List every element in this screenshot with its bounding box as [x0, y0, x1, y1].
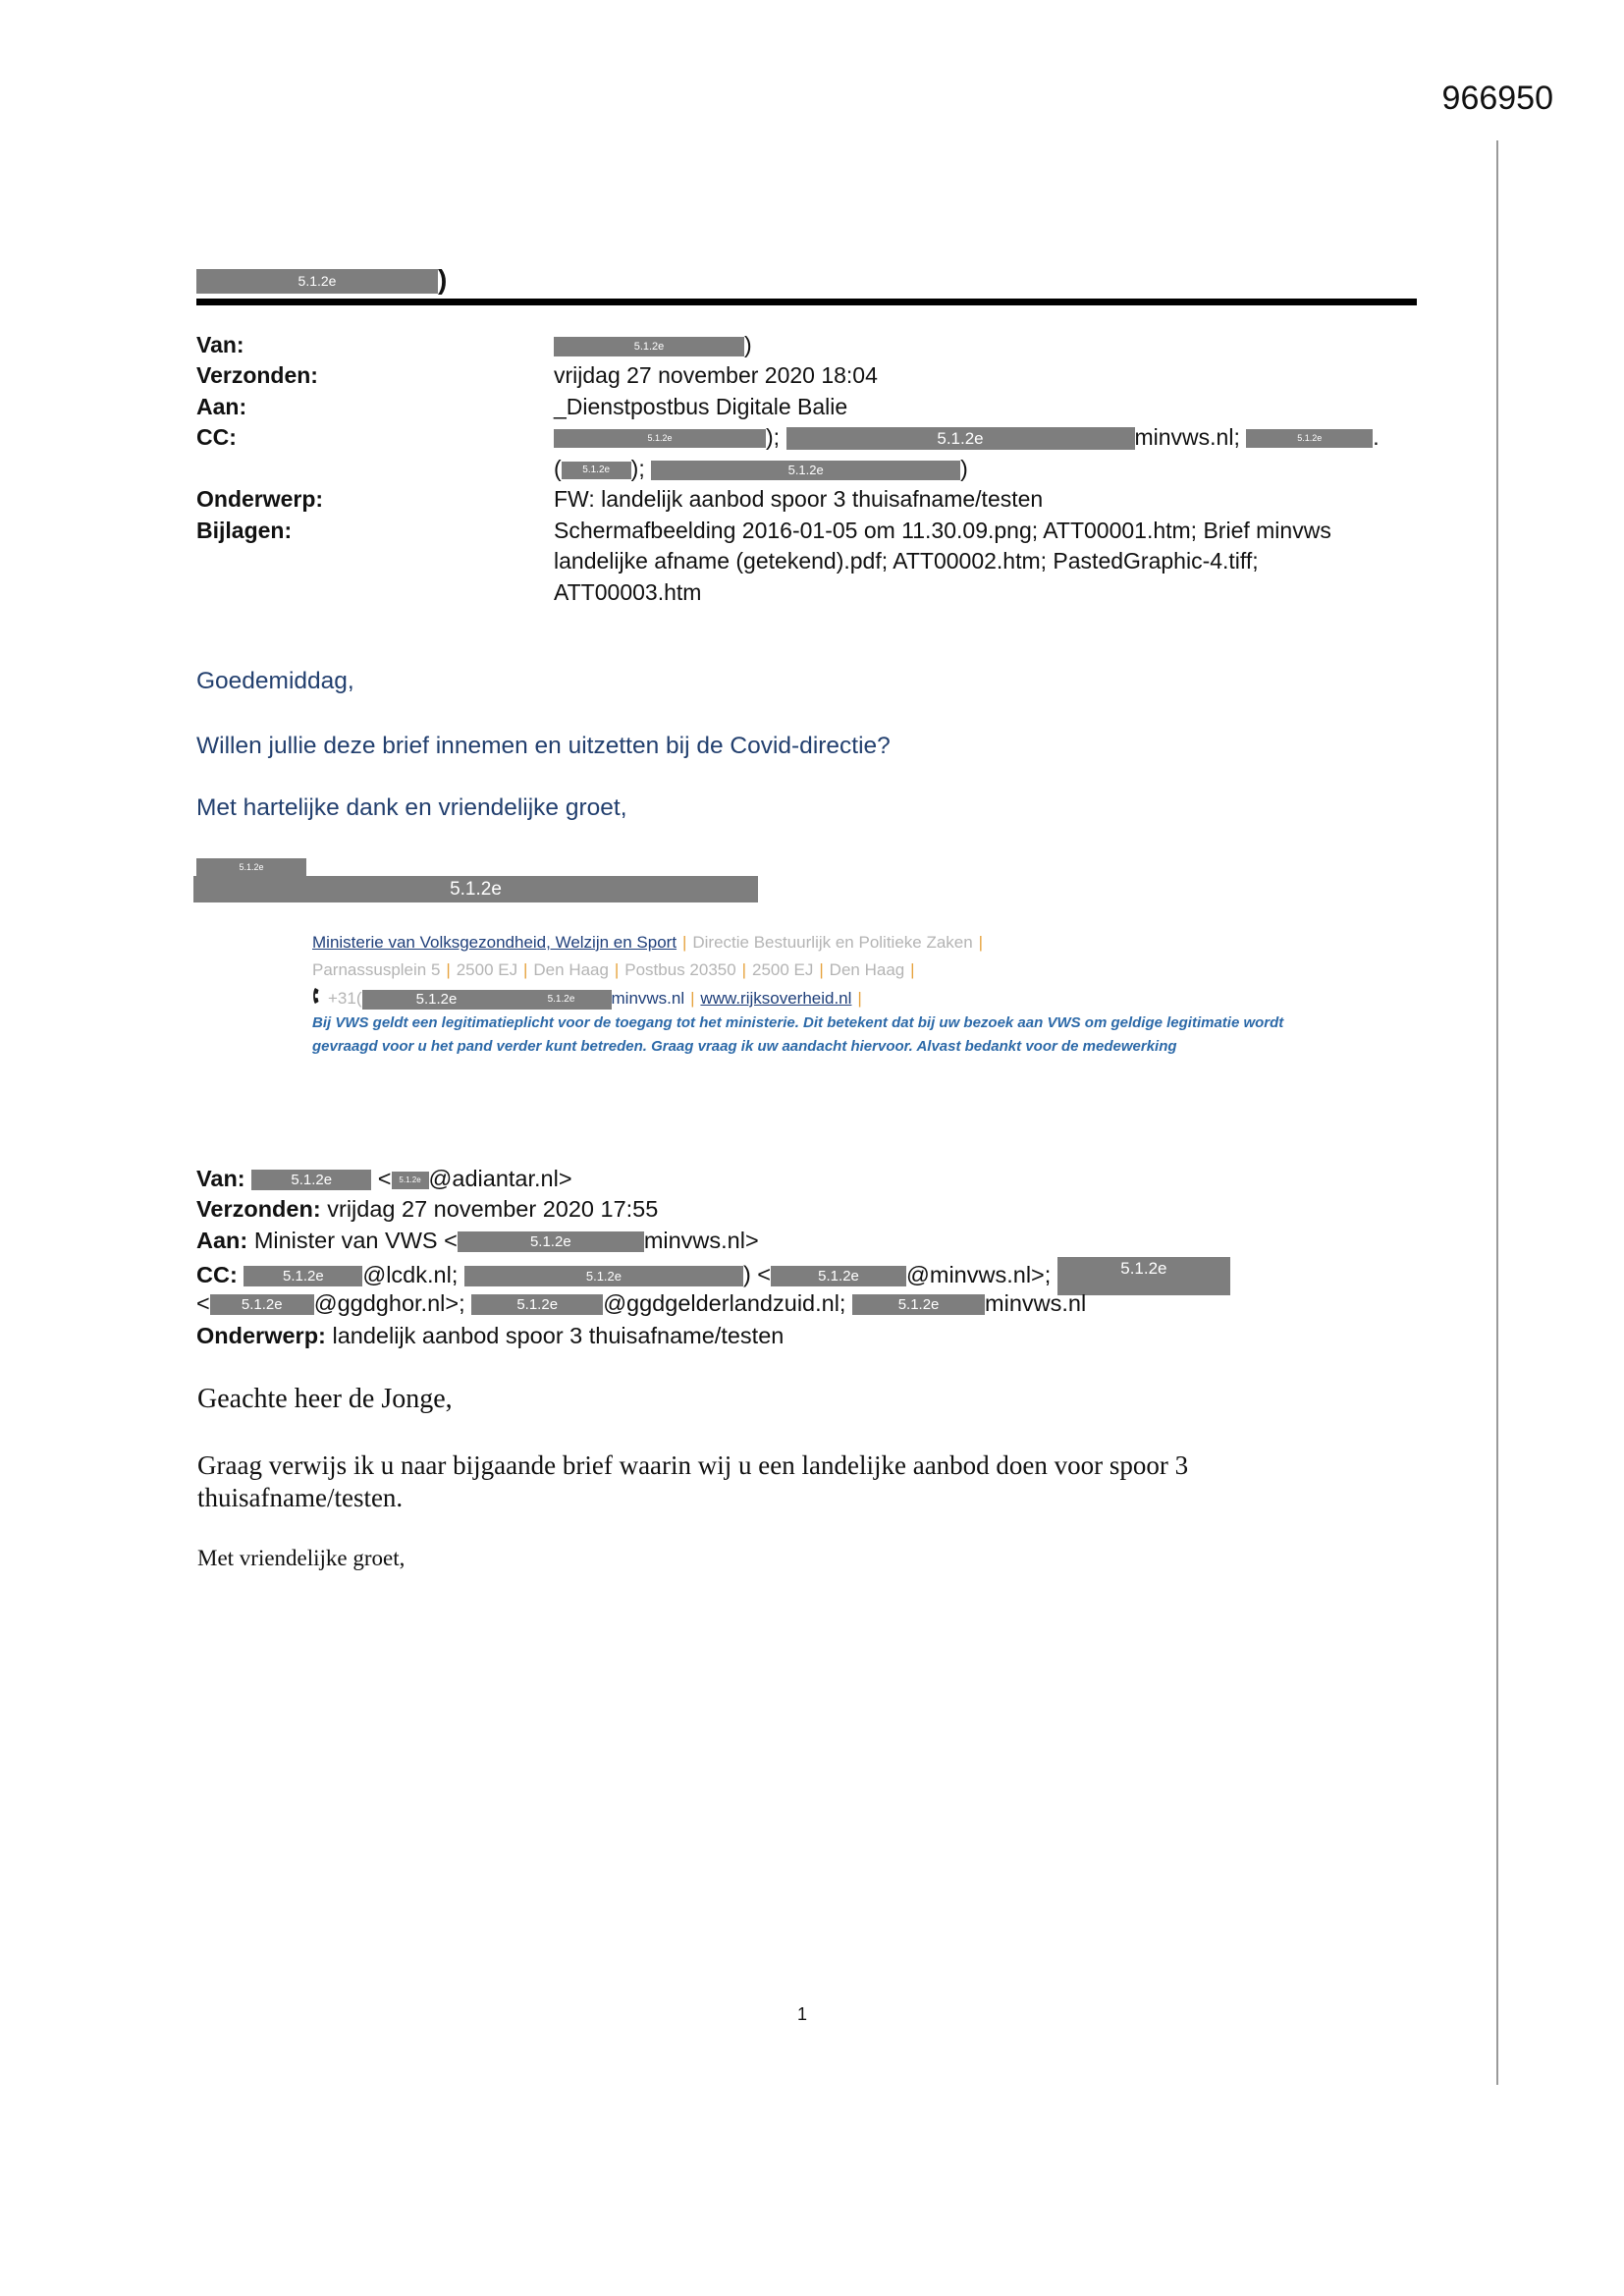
address-part: Den Haag: [829, 960, 905, 979]
address-part: 2500 EJ: [751, 960, 814, 979]
to-label: Aan:: [196, 394, 247, 419]
separator: |: [523, 960, 528, 979]
original-sent-value: vrijdag 27 november 2020 17:55: [327, 1196, 659, 1222]
to-value: _Dienstpostbus Digitale Balie: [554, 394, 848, 419]
redaction-box: 5.1.2e: [196, 269, 438, 294]
cc-domain: minvws.nl;: [1134, 424, 1240, 450]
page-number: 1: [797, 2004, 808, 2024]
email-domain: minvws.nl: [611, 989, 685, 1008]
original-from-domain: @adiantar.nl>: [428, 1166, 572, 1191]
redaction-box: 5.1.2e: [786, 427, 1135, 450]
page-edge-line: [1496, 140, 1498, 2085]
separator: |: [614, 960, 620, 979]
legitimation-notice-line-1: Bij VWS geldt een legitimatieplicht voor de toegang tot het ministerie. Dit betekent dat bij uw bezoek aan VWS om geldige legitimatie wordt: [312, 1014, 1284, 1031]
cc-address-part: <: [196, 1290, 210, 1316]
redaction-box: 5.1.2e: [210, 1294, 314, 1315]
cc-separator: );: [630, 456, 645, 481]
separator: |: [857, 989, 862, 1008]
redaction-box: 5.1.2e: [1246, 429, 1373, 448]
separator: |: [682, 933, 687, 952]
attachments-line-2: landelijke afname (getekend).pdf; ATT00002.htm; PastedGraphic-4.tiff;: [554, 548, 1259, 574]
cc-close-paren: ): [960, 456, 968, 481]
redaction-box: 5.1.2e: [771, 1266, 906, 1286]
redaction-box: 5.1.2e: [512, 990, 612, 1010]
original-subject-row: [196, 1320, 784, 1351]
original-from-label: Van:: [196, 1166, 245, 1191]
phone-prefix: +31(: [328, 989, 362, 1008]
cc-end: .: [1373, 424, 1380, 450]
salutation: Geachte heer de Jonge,: [197, 1384, 453, 1414]
letter-closing: Met vriendelijke groet,: [197, 1546, 406, 1570]
cc-address-part: ) <: [742, 1261, 772, 1287]
original-sent-label: Verzonden:: [196, 1196, 321, 1222]
redaction-box: 5.1.2e: [362, 990, 512, 1010]
redaction-box: 5.1.2e: [464, 1266, 743, 1286]
redaction-box: 5.1.2e: [392, 1172, 429, 1189]
separator: |: [741, 960, 747, 979]
separator: |: [446, 960, 451, 979]
redaction-box: 5.1.2e: [1057, 1257, 1230, 1295]
original-cc-row-2: [196, 1287, 1086, 1319]
original-subject-label: Onderwerp:: [196, 1323, 326, 1348]
redaction-box: 5.1.2e: [471, 1294, 603, 1315]
attachments-line-1: Schermafbeelding 2016-01-05 om 11.30.09.png; ATT00001.htm; Brief minvws: [554, 518, 1331, 543]
organisation-name: Ministerie van Volksgezondheid, Welzijn en Sport: [312, 933, 677, 952]
sender-heading: [196, 265, 447, 295]
closing-line: Met hartelijke dank en vriendelijke groet,: [196, 794, 627, 821]
phone-icon: [312, 987, 324, 1011]
redaction-box: 5.1.2e: [562, 462, 631, 479]
header-rule: [196, 299, 1417, 305]
cc-value-line-1: [554, 422, 1380, 453]
original-subject-value: landelijk aanbod spoor 3 thuisafname/testen: [332, 1323, 785, 1348]
redaction-box: 5.1.2e: [196, 858, 306, 876]
separator: |: [690, 989, 695, 1008]
cc-address-part: minvws.nl: [985, 1290, 1087, 1316]
redaction-box: 5.1.2e: [251, 1170, 371, 1190]
address-part: Den Haag: [533, 960, 609, 979]
original-to-suffix: minvws.nl>: [643, 1228, 759, 1253]
cc-separator: );: [766, 424, 781, 450]
cc-address-part: @lcdk.nl;: [362, 1261, 459, 1287]
signature-organisation-line: [312, 931, 989, 955]
signature-address-line: [312, 958, 921, 982]
website-link: www.rijksoverheid.nl: [700, 989, 852, 1008]
signature-contact-line: [312, 987, 868, 1011]
cc-open-paren: (: [554, 456, 562, 481]
original-to-prefix: Minister van VWS <: [253, 1228, 458, 1253]
letter-body-line-2: thuisafname/testen.: [197, 1483, 404, 1512]
separator: |: [910, 960, 915, 979]
redaction-box: 5.1.2e: [244, 1266, 362, 1286]
document-number: 966950: [1441, 80, 1553, 117]
original-from-row: [196, 1163, 572, 1194]
legitimation-notice-line-2: gevraagd voor u het pand verder kunt betreden. Graag vraag ik uw aandacht hiervoor. Alvast bedankt voor de medewerking: [312, 1038, 1177, 1055]
department-name: Directie Bestuurlijk en Politieke Zaken: [692, 933, 973, 952]
redaction-box: 5.1.2e: [554, 337, 744, 356]
attachments-line-3: ATT00003.htm: [554, 579, 702, 605]
cc-label: CC:: [196, 424, 237, 450]
cc-address-part: @ggdghor.nl>;: [313, 1290, 465, 1316]
from-label: Van:: [196, 332, 244, 357]
redaction-box: 5.1.2e: [458, 1231, 644, 1252]
from-suffix: ): [744, 332, 752, 357]
original-to-row: [196, 1225, 759, 1256]
cc-address-part: @minvws.nl>;: [906, 1261, 1052, 1287]
original-from-open: <: [377, 1166, 392, 1191]
original-to-label: Aan:: [196, 1228, 248, 1253]
redaction-box: 5.1.2e: [852, 1294, 985, 1315]
separator: |: [978, 933, 984, 952]
greeting: Goedemiddag,: [196, 668, 354, 694]
cc-address-part: @ggdgelderlandzuid.nl;: [603, 1290, 846, 1316]
original-cc-label: CC:: [196, 1261, 238, 1287]
address-part: 2500 EJ: [456, 960, 518, 979]
address-part: Parnassusplein 5: [312, 960, 441, 979]
original-sent-row: [196, 1193, 658, 1225]
letter-body-line-1: Graag verwijs ik u naar bijgaande brief waarin wij u een landelijke aanbod doen voor spoor 3: [197, 1450, 1189, 1480]
cc-value-line-2: [554, 454, 968, 484]
attachments-label: Bijlagen:: [196, 518, 293, 543]
separator: |: [819, 960, 824, 979]
redaction-box: 5.1.2e: [554, 429, 766, 448]
redaction-box: 5.1.2e: [651, 461, 960, 480]
from-value: [554, 330, 752, 360]
subject-label: Onderwerp:: [196, 486, 324, 512]
sent-value: vrijdag 27 november 2020 18:04: [554, 362, 878, 388]
sender-heading-suffix: ): [438, 264, 448, 295]
redaction-box: 5.1.2e: [193, 876, 758, 902]
request-line: Willen jullie deze brief innemen en uitzetten bij de Covid-directie?: [196, 733, 891, 759]
subject-value: FW: landelijk aanbod spoor 3 thuisafname/testen: [554, 486, 1044, 512]
address-part: Postbus 20350: [624, 960, 736, 979]
sent-label: Verzonden:: [196, 362, 318, 388]
